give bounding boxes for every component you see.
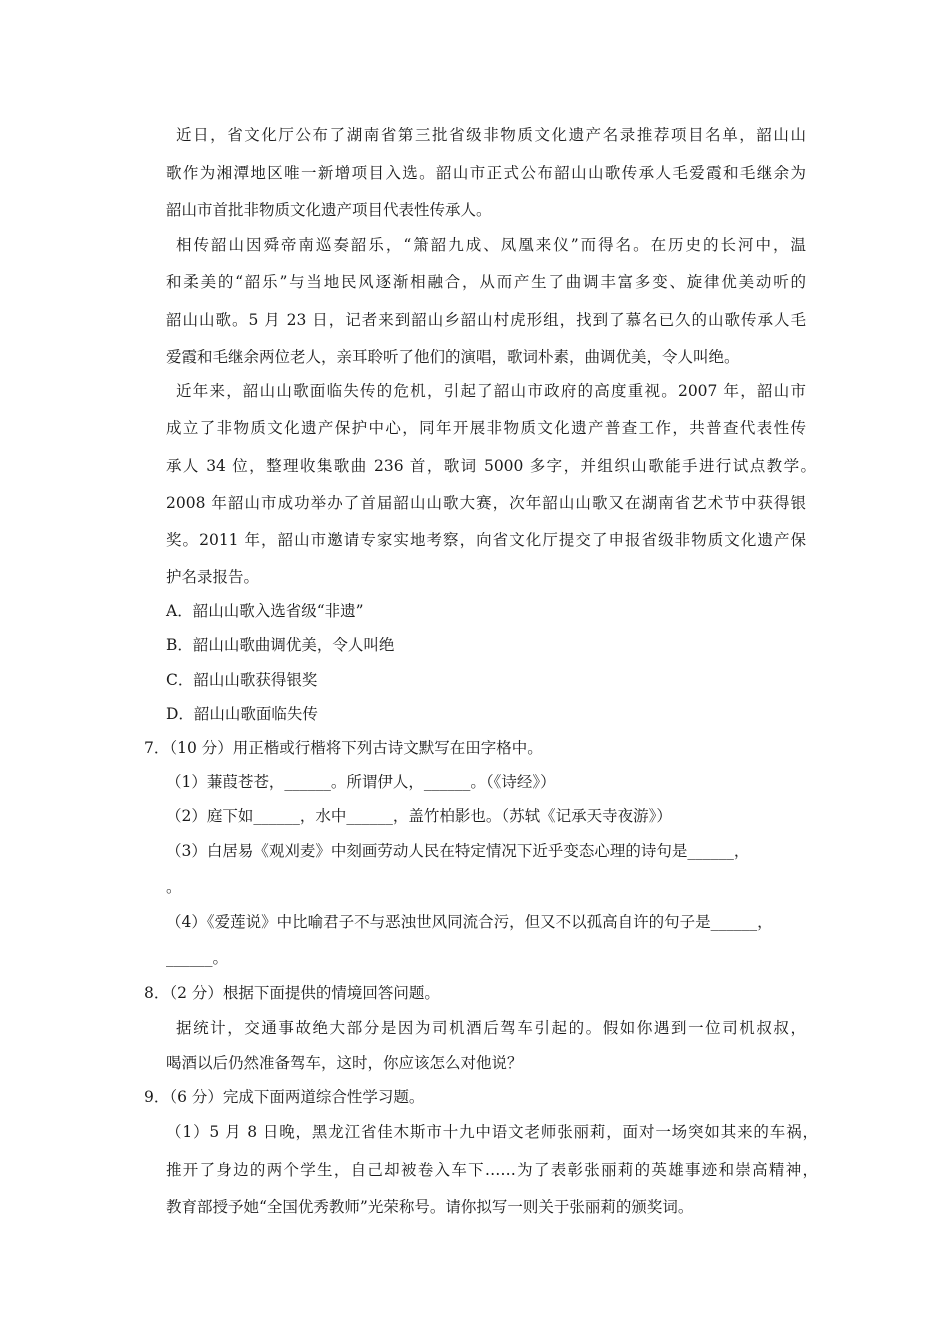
q9-header: 9．（6 分）完成下面两道综合性学习题。 [144, 1088, 425, 1106]
q7-sub-2: （2）庭下如______，水中______，盖竹柏影也。（苏轼《记承天寺夜游》） [166, 807, 672, 825]
passage-p2-line-3: 韶山山歌。5 月 23 日，记者来到韶山乡韶山村虎形组，找到了慕名已久的山歌传承人毛 [166, 311, 806, 329]
q9-line-3: 教育部授予她“全国优秀教师”光荣称号。请你拟写一则关于张丽莉的颁奖词。 [166, 1198, 694, 1216]
passage-p3-line-3: 承人 34 位，整理收集歌曲 236 首，歌词 5000 多字，并组织山歌能手进行试点教学。 [166, 457, 816, 475]
q7-header: 7．（10 分）用正楷或行楷将下列古诗文默写在田字格中。 [144, 739, 543, 757]
q7-sub-4: （4）《爱莲说》中比喻君子不与恶浊世风同流合污，但又不以孤高自许的句子是______， [166, 913, 773, 931]
q8-line-2: 喝酒以后仍然准备驾车，这时，你应该怎么对他说？ [166, 1054, 523, 1072]
passage-p2-line-2: 和柔美的“韶乐”与当地民风逐渐相融合，从而产生了曲调丰富多变、旋律优美动听的 [166, 273, 806, 291]
passage-p2-line-1: 相传韶山因舜帝南巡奏韶乐，“箫韶九成、凤凰来仪”而得名。在历史的长河中，温 [176, 236, 806, 254]
passage-p3-line-4: 2008 年韶山市成功举办了首届韶山山歌大赛，次年韶山山歌又在湖南省艺术节中获得银 [166, 494, 806, 512]
passage-p1-line-3: 韶山市首批非物质文化遗产项目代表性传承人。 [166, 201, 492, 219]
passage-p3-line-1: 近年来，韶山山歌面临失传的危机，引起了韶山市政府的高度重视。2007 年，韶山市 [176, 382, 806, 400]
passage-p3-line-2: 成立了非物质文化遗产保护中心，同年开展非物质文化遗产普查工作，共普查代表性传 [166, 419, 806, 437]
passage-p2-line-4: 爱霞和毛继余两位老人，亲耳聆听了他们的演唱，歌词朴素，曲调优美，令人叫绝。 [166, 348, 740, 366]
option-a: A．韶山山歌入选省级“非遗” [166, 602, 364, 620]
option-d: D．韶山山歌面临失传 [166, 705, 318, 723]
passage-p1-line-2: 歌作为湘潭地区唯一新增项目入选。韶山市正式公布韶山山歌传承人毛爱霞和毛继余为 [166, 164, 806, 182]
passage-p3-line-6: 护名录报告。 [166, 568, 260, 586]
q8-line-1: 据统计，交通事故绝大部分是因为司机酒后驾车引起的。假如你遇到一位司机叔叔， [176, 1019, 806, 1037]
q7-sub-3-cont: 。 [166, 878, 182, 896]
option-b: B．韶山山歌曲调优美，令人叫绝 [166, 636, 395, 654]
option-c: C．韶山山歌获得银奖 [166, 671, 318, 689]
passage-p1-line-1: 近日，省文化厅公布了湖南省第三批省级非物质文化遗产名录推荐项目名单，韶山山 [176, 126, 806, 144]
q7-sub-3: （3）白居易《观刈麦》中刻画劳动人民在特定情况下近乎变态心理的诗句是______， [166, 842, 750, 860]
q8-header: 8．（2 分）根据下面提供的情境回答问题。 [144, 984, 440, 1002]
q9-line-1: （1）5 月 8 日晚，黑龙江省佳木斯市十九中语文老师张丽莉，面对一场突如其来的车祸， [166, 1123, 818, 1141]
q7-sub-4-cont: ______。 [166, 949, 229, 967]
q7-sub-1: （1）蒹葭苍苍，______。所谓伊人，______。（《诗经》） [166, 773, 556, 791]
q9-line-2: 推开了身边的两个学生，自己却被卷入车下……为了表彰张丽莉的英雄事迹和崇高精神， [166, 1161, 818, 1179]
passage-p3-line-5: 奖。2011 年，韶山市邀请专家实地考察，向省文化厅提交了申报省级非物质文化遗产保 [166, 531, 806, 549]
